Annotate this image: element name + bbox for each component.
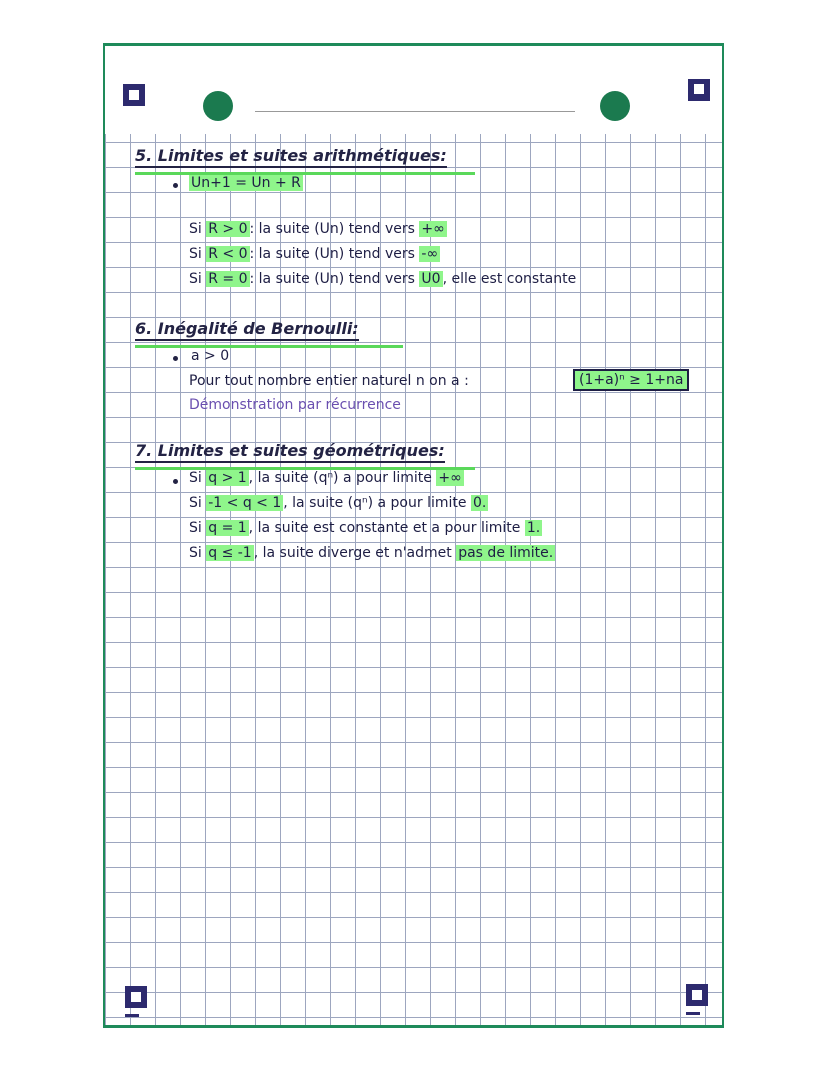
section-7-line-1: Si q > 1 , la suite (qⁿ) a pour limite +∞	[189, 470, 462, 486]
section-7-line-2: Si -1 < q < 1 , la suite (qⁿ) a pour limite 0.	[189, 495, 487, 511]
section-7-title: 7. Limites et suites géométriques:	[135, 441, 445, 463]
section-6-title-highlight	[135, 345, 403, 348]
bullet	[173, 356, 178, 361]
bernoulli-formula: (1+a)ⁿ ≥ 1+na	[573, 372, 689, 388]
section-5-title: 5. Limites et suites arithmétiques:	[135, 146, 447, 168]
section-5-line-3: Si R = 0 : la suite (Un) tend vers U0 , elle est constante	[189, 271, 577, 287]
section-6-title: 6. Inégalité de Bernoulli:	[135, 319, 359, 341]
section-5-line-2: Si R < 0 : la suite (Un) tend vers -∞	[189, 246, 439, 262]
section-6-condition: a > 0	[191, 348, 230, 364]
section-5-title-highlight	[135, 172, 475, 175]
section-5-formula: Un+1 = Un + R	[191, 175, 301, 191]
section-6-statement: Pour tout nombre entier naturel n on a :	[189, 373, 469, 389]
section-6-proof: Démonstration par récurrence	[189, 397, 401, 413]
bullet	[173, 183, 178, 188]
section-5-line-1: Si R > 0 : la suite (Un) tend vers +∞	[189, 221, 445, 237]
notes-content	[105, 46, 722, 1025]
bullet	[173, 479, 178, 484]
section-7-line-3: Si q = 1 , la suite est constante et a pour limite 1.	[189, 520, 541, 536]
section-7-line-4: Si q ≤ -1 , la suite diverge et n'admet pas de limite.	[189, 545, 554, 561]
notebook-sheet	[103, 43, 724, 1028]
